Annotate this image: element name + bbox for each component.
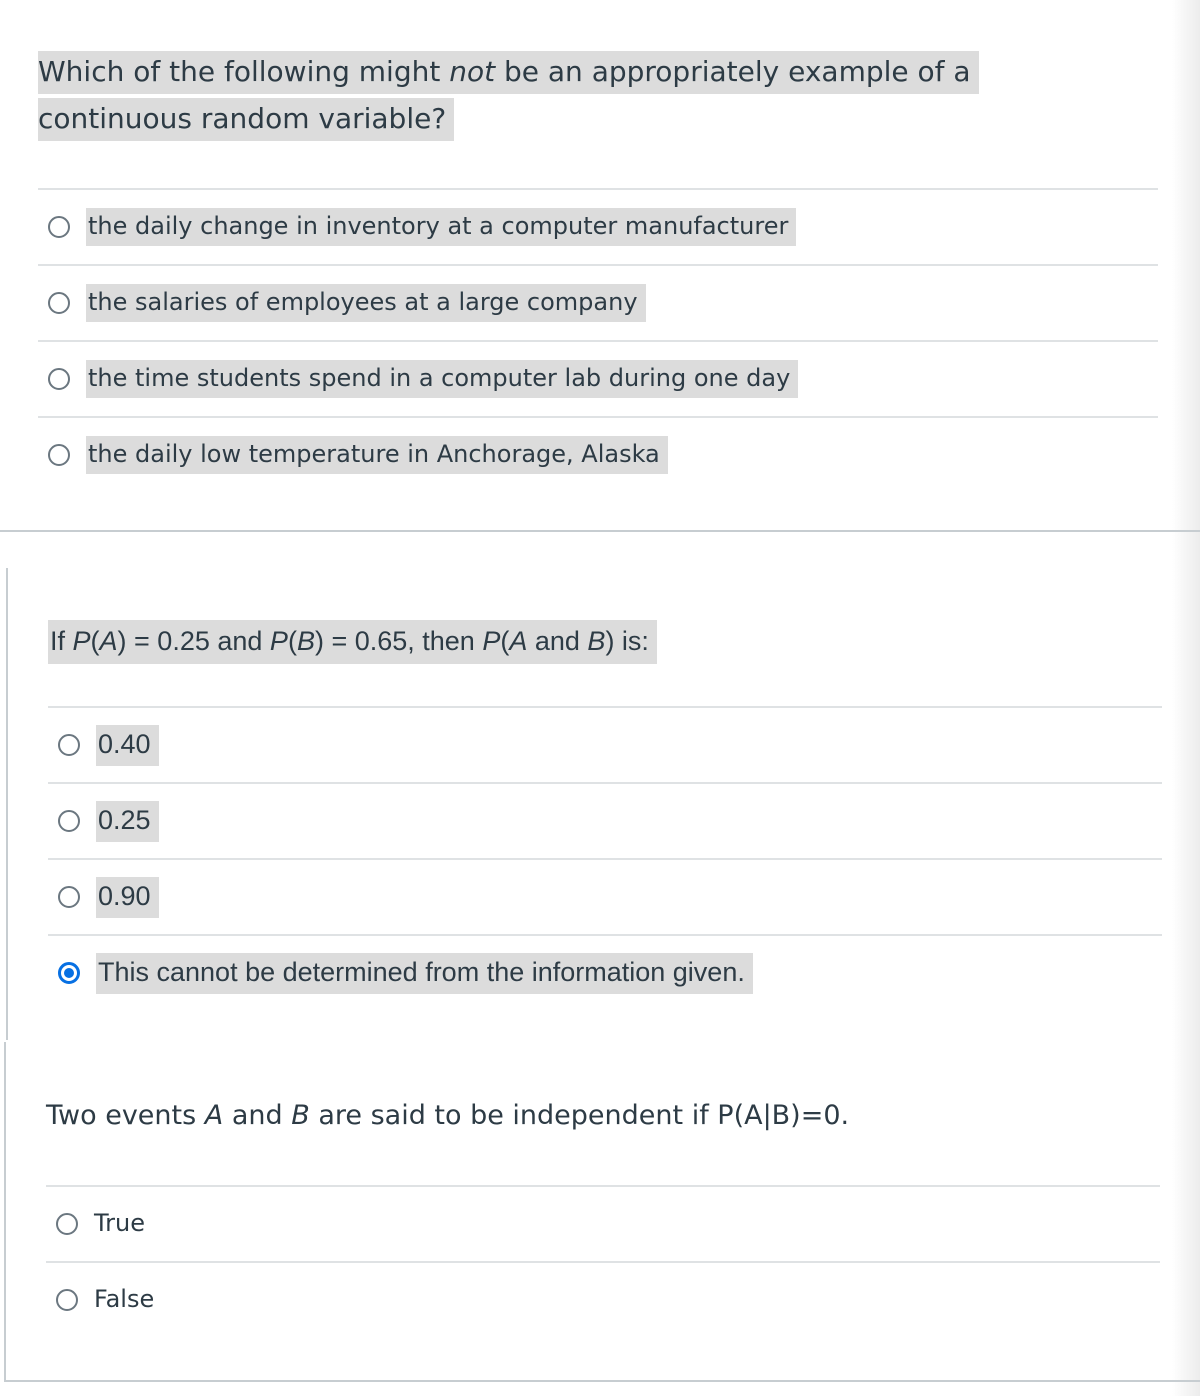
radio-button[interactable] (58, 886, 80, 908)
answer-option-selected[interactable] (48, 934, 1162, 1010)
answer-option[interactable] (48, 782, 1162, 858)
question-3 (4, 1042, 1200, 1382)
radio-button[interactable] (48, 292, 70, 314)
radio-button[interactable] (58, 810, 80, 832)
answer-option[interactable] (38, 340, 1158, 416)
radio-button[interactable] (48, 216, 70, 238)
answer-label: False (94, 1285, 155, 1313)
answer-option[interactable] (48, 858, 1162, 934)
answer-label: the salaries of employees at a large company (86, 284, 646, 322)
radio-button[interactable] (56, 1289, 78, 1311)
question-1-options (38, 188, 1158, 492)
answer-label: 0.25 (96, 801, 159, 842)
answer-label: 0.90 (96, 877, 159, 918)
question-3-text: Two events A and B are said to be independent if P(A|B)=0. (46, 1100, 850, 1131)
question-2 (6, 568, 1200, 1040)
radio-button[interactable] (48, 444, 70, 466)
question-1 (0, 0, 1200, 532)
question-1-text: Which of the following might not be an appropriately example of a continuous random variable? (38, 48, 1128, 142)
answer-label: the daily low temperature in Anchorage, Alaska (86, 436, 668, 474)
answer-option[interactable] (48, 706, 1162, 782)
question-2-options (48, 706, 1162, 1010)
question-3-options (46, 1185, 1160, 1337)
radio-button[interactable] (56, 1213, 78, 1235)
answer-label: the daily change in inventory at a computer manufacturer (86, 208, 796, 246)
answer-label: 0.40 (96, 725, 159, 766)
answer-option[interactable] (46, 1261, 1160, 1337)
question-2-text: If P(A) = 0.25 and P(B) = 0.65, then P(A and B) is: (48, 618, 657, 665)
radio-button[interactable] (58, 734, 80, 756)
radio-button[interactable] (48, 368, 70, 390)
answer-option[interactable] (38, 188, 1158, 264)
answer-option[interactable] (46, 1185, 1160, 1261)
radio-button-selected[interactable] (58, 962, 80, 984)
answer-label: This cannot be determined from the information given. (96, 953, 753, 994)
answer-option[interactable] (38, 416, 1158, 492)
answer-option[interactable] (38, 264, 1158, 340)
answer-label: True (94, 1209, 145, 1237)
answer-label: the time students spend in a computer lab during one day (86, 360, 798, 398)
